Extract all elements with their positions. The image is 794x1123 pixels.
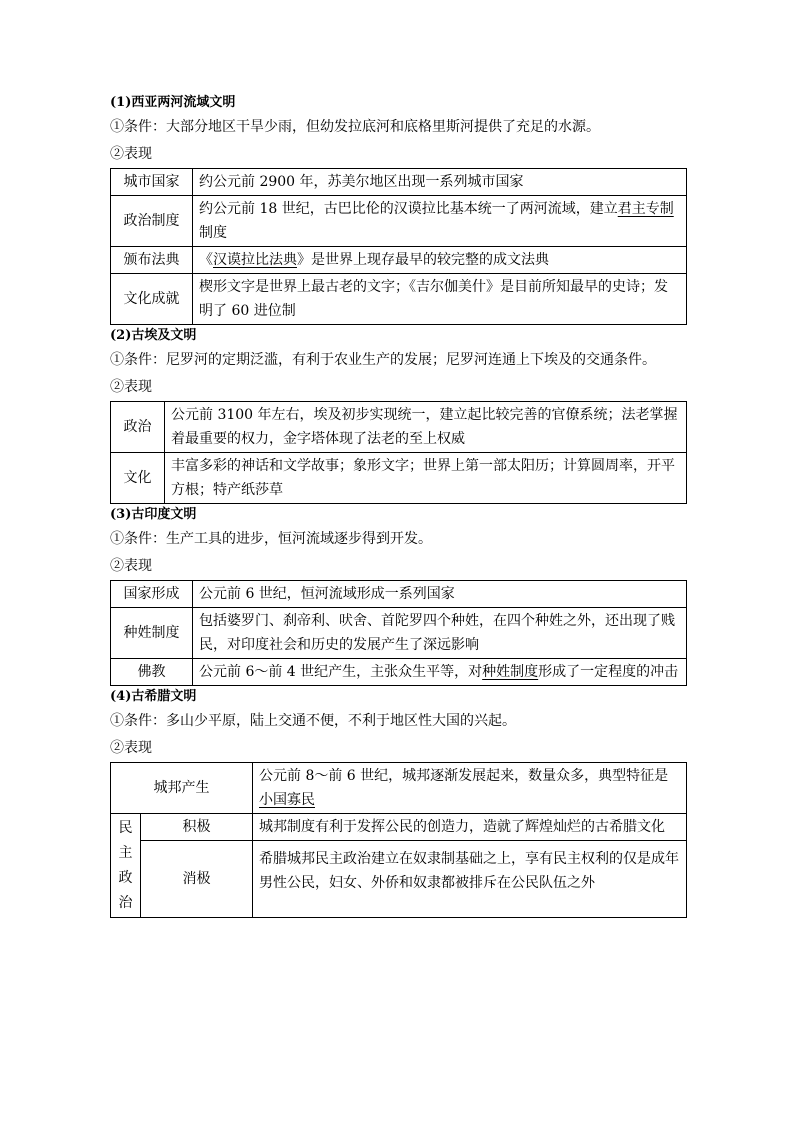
table-row — [111, 274, 687, 325]
row-content — [193, 659, 687, 686]
row-label: 国家形成 — [111, 581, 193, 608]
mesopotamia-table — [110, 168, 687, 325]
performance-label: ②表现 — [110, 740, 152, 756]
table-row — [111, 196, 687, 247]
condition-line: ①条件：大部分地区干旱少雨，但幼发拉底河和底格里斯河提供了充足的水源。 — [110, 119, 600, 135]
text-part: 约公元前 18 世纪，古巴比伦的汉谟拉比基本统一了两河流域，建立 — [199, 201, 618, 217]
row-label: 消极 — [141, 841, 253, 918]
table-row — [111, 763, 687, 814]
table-row — [111, 402, 687, 453]
section-title-india: (3)古印度文明 — [110, 507, 197, 522]
row-label: 文化 — [111, 453, 165, 504]
row-label: 文化成就 — [111, 274, 193, 325]
row-content: 楔形文字是世界上最古老的文字；《吉尔伽美什》是目前所知最早的史诗；发明了 60 进位制 — [193, 274, 687, 325]
text-part: 《 — [199, 252, 213, 268]
condition-line: ①条件：生产工具的进步，恒河流域逐步得到开发。 — [110, 531, 432, 547]
underlined-term: 汉谟拉比法典 — [213, 252, 297, 268]
row-label: 颁布法典 — [111, 247, 193, 274]
row-content: 希腊城邦民主政治建立在奴隶制基础之上，享有民主权利的仅是成年男性公民，妇女、外侨和奴隶都被排斥在公民队伍之外 — [253, 841, 687, 918]
table-row — [111, 169, 687, 196]
underlined-term: 种姓制度 — [482, 664, 539, 680]
text-part: 公元前 8～前 6 世纪，城邦逐渐发展起来，数量众多，典型特征是 — [259, 768, 669, 784]
section-title-mesopotamia: (1)西亚两河流域文明 — [110, 95, 236, 110]
text-part: 公元前 6～前 4 世纪产生，主张众生平等，对 — [199, 664, 483, 680]
document-page — [110, 92, 686, 918]
section-title-greece: (4)古希腊文明 — [110, 689, 197, 704]
row-content: 约公元前 2900 年，苏美尔地区出现一系列城市国家 — [193, 169, 687, 196]
row-content: 城邦制度有利于发挥公民的创造力，造就了辉煌灿烂的古希腊文化 — [253, 814, 687, 841]
row-content: 公元前 6 世纪，恒河流域形成一系列国家 — [193, 581, 687, 608]
india-table — [110, 580, 687, 686]
row-label: 佛教 — [111, 659, 193, 686]
section-title-egypt: (2)古埃及文明 — [110, 328, 197, 343]
row-label: 积极 — [141, 814, 253, 841]
row-content — [193, 196, 687, 247]
performance-label: ②表现 — [110, 379, 152, 395]
row-label: 政治 — [111, 402, 165, 453]
row-label: 种姓制度 — [111, 608, 193, 659]
row-label: 城市国家 — [111, 169, 193, 196]
underlined-term: 小国寡民 — [259, 792, 315, 808]
vertical-char: 政 — [118, 869, 133, 886]
table-row — [111, 659, 687, 686]
text-part: 制度 — [199, 225, 227, 241]
egypt-table — [110, 401, 687, 504]
performance-label: ②表现 — [110, 146, 152, 162]
underlined-term: 君主专制 — [617, 201, 674, 217]
row-content — [193, 247, 687, 274]
table-row — [111, 608, 687, 659]
table-row — [111, 453, 687, 504]
table-row — [111, 841, 687, 918]
row-content — [253, 763, 687, 814]
text-part: 形成了一定程度的冲击 — [538, 664, 679, 680]
democracy-vertical-label — [111, 814, 141, 918]
row-content: 包括婆罗门、刹帝利、吠舍、首陀罗四个种姓，在四个种姓之外，还出现了贱民，对印度社会和历史的发展产生了深远影响 — [193, 608, 687, 659]
row-label: 城邦产生 — [111, 763, 253, 814]
table-row — [111, 581, 687, 608]
condition-line: ①条件：尼罗河的定期泛滥，有利于农业生产的发展；尼罗河连通上下埃及的交通条件。 — [110, 352, 656, 368]
vertical-char: 治 — [118, 894, 133, 911]
text-part: 》是世界上现存最早的较完整的成文法典 — [297, 252, 549, 268]
vertical-char: 主 — [118, 844, 133, 861]
greece-table — [110, 762, 687, 918]
vertical-char: 民 — [118, 819, 133, 836]
row-content: 公元前 3100 年左右，埃及初步实现统一，建立起比较完善的官僚系统；法老掌握着最重要的权力，金字塔体现了法老的至上权威 — [165, 402, 687, 453]
table-row — [111, 247, 687, 274]
performance-label: ②表现 — [110, 558, 152, 574]
row-label: 政治制度 — [111, 196, 193, 247]
condition-line: ①条件：多山少平原，陆上交通不便，不利于地区性大国的兴起。 — [110, 713, 516, 729]
table-row — [111, 814, 687, 841]
row-content: 丰富多彩的神话和文学故事；象形文字；世界上第一部太阳历；计算圆周率，开平方根；特产纸莎草 — [165, 453, 687, 504]
